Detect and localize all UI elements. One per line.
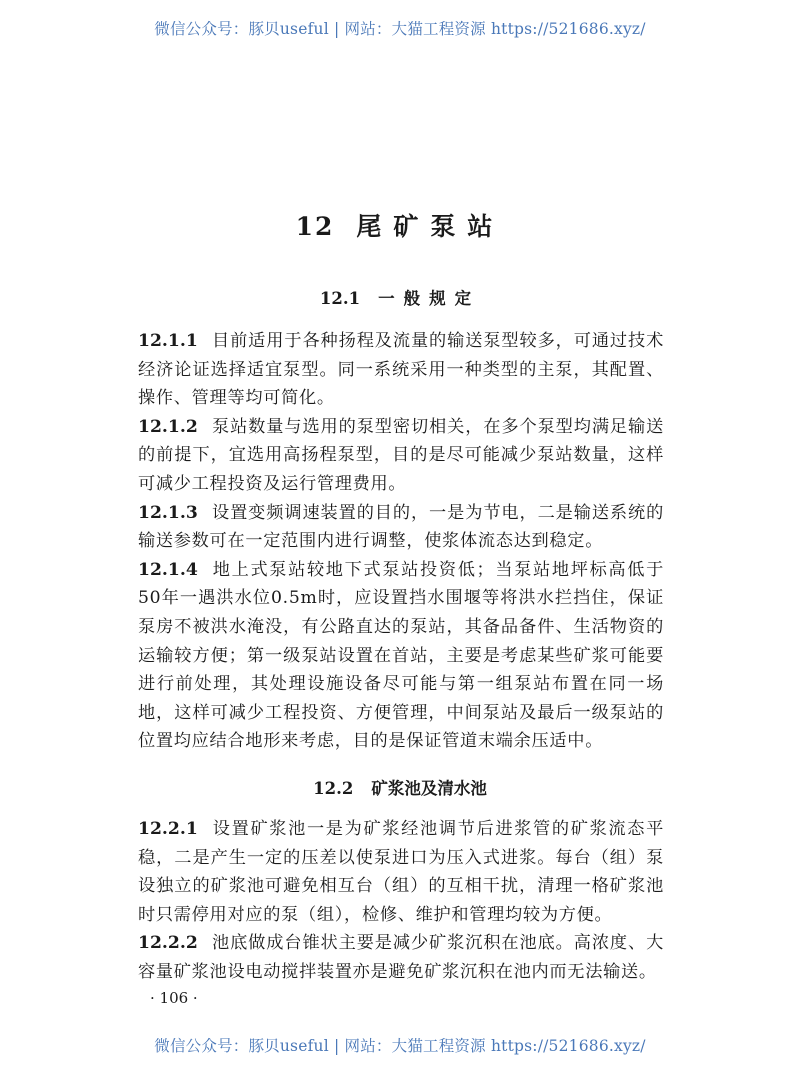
clause-text: 设置矿浆池一是为矿浆经池调节后进浆管的矿浆流态平稳，二是产生一定的压差以使泵进口为压入式进浆。每台（组）泵设独立的矿浆池可避免相互台（组）的互相干扰，清理一格矿浆池时只需停用对应的泵（组），检修、维护和管理均较为方便。	[138, 819, 664, 925]
clause-12-1-2	[138, 413, 664, 499]
clause-12-1-3	[138, 499, 664, 556]
section-title-12-2	[0, 775, 800, 799]
clause-number: 12.1.3	[138, 502, 198, 523]
clause-12-2-1	[138, 815, 664, 929]
clause-text: 池底做成台锥状主要是减少矿浆沉积在池底。高浓度、大容量矿浆池设电动搅拌装置亦是避免矿浆沉积在池内而无法输送。	[138, 933, 664, 982]
watermark-top: 微信公众号：豚贝useful | 网站：大猫工程资源 https://521686.xyz/	[154, 20, 646, 38]
clause-number: 12.1.4	[138, 559, 198, 580]
chapter-name: 尾矿泵站	[356, 212, 505, 241]
chapter-number: 12	[295, 212, 335, 241]
chapter-title	[0, 207, 800, 243]
watermark-bottom: 微信公众号：豚贝useful | 网站：大猫工程资源 https://521686.xyz/	[154, 1037, 646, 1055]
section-name: 矿浆池及清水池	[371, 779, 487, 798]
clause-number: 12.2.1	[138, 819, 198, 839]
section-number: 12.2	[313, 779, 354, 798]
section-body-12-1	[138, 327, 664, 756]
clause-text: 设置变频调速装置的目的，一是为节电，二是输送系统的输送参数可在一定范围内进行调整，使浆体流态达到稳定。	[138, 502, 664, 552]
section-number: 12.1	[319, 289, 361, 308]
section-title-12-1	[0, 285, 800, 309]
clause-12-2-2	[138, 929, 664, 986]
clause-number: 12.1.2	[138, 416, 198, 437]
clause-12-1-4	[138, 556, 664, 756]
clause-text: 地上式泵站较地下式泵站投资低；当泵站地坪标高低于50年一遇洪水位0.5m时，应设置挡水围堰等将洪水拦挡住，保证泵房不被洪水淹没，有公路直达的泵站，其备品备件、生活物资的运输较方便；第一级泵站设置在首站，主要是考虑某些矿浆可能要进行前处理，其处理设施设备尽可能与第一组泵站布置在同一场地，这样可减少工程投资、方便管理，中间泵站及最后一级泵站的位置均应结合地形来考虑，目的是保证管道末端余压适中。	[138, 559, 664, 752]
clause-12-1-1	[138, 327, 664, 413]
section-name: 一般规定	[378, 289, 481, 308]
clause-number: 12.2.2	[138, 933, 198, 954]
clause-number: 12.1.1	[138, 331, 198, 351]
section-body-12-2	[138, 815, 664, 987]
page-number: · 106 ·	[150, 989, 198, 1007]
clause-text: 目前适用于各种扬程及流量的输送泵型较多，可通过技术经济论证选择适宜泵型。同一系统采用一种类型的主泵，其配置、操作、管理等均可简化。	[138, 331, 664, 409]
clause-text: 泵站数量与选用的泵型密切相关，在多个泵型均满足输送的前提下，宜选用高扬程泵型，目的是尽可能减少泵站数量，这样可减少工程投资及运行管理费用。	[138, 416, 664, 494]
